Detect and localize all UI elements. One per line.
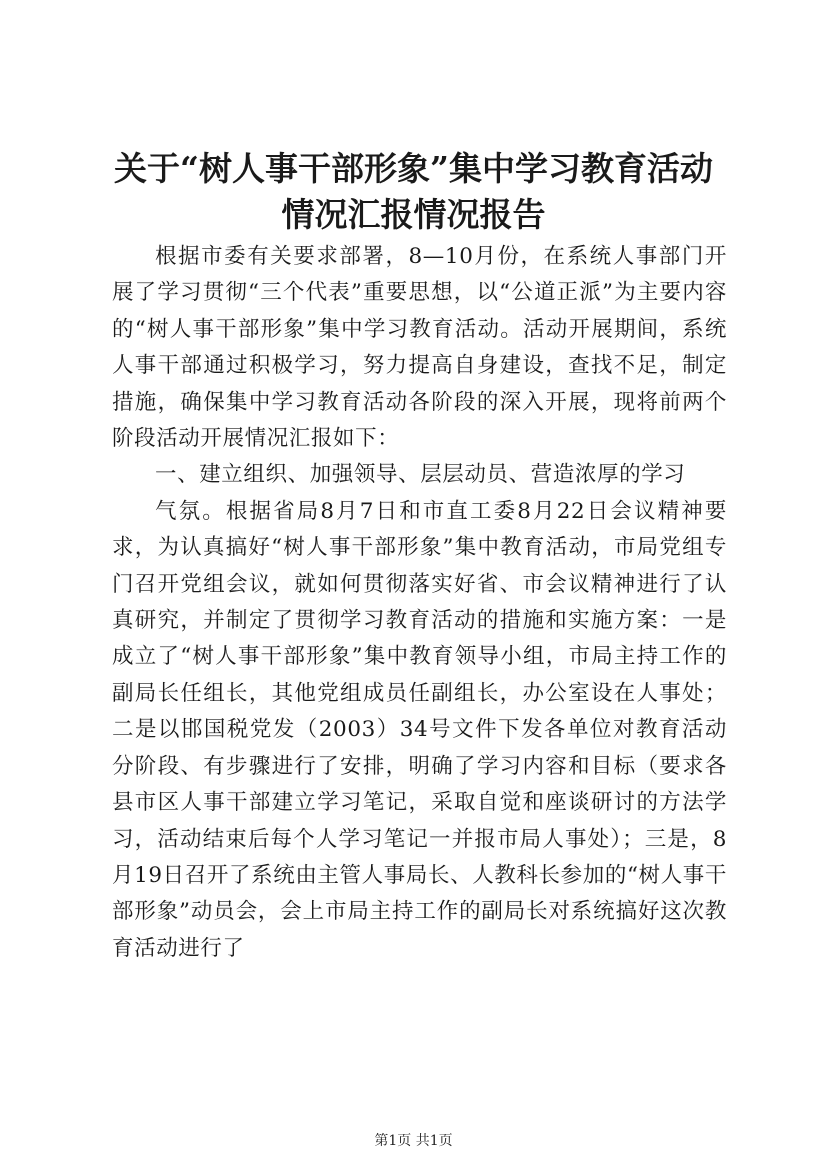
page-footer: 第1页 共1页 xyxy=(374,1133,453,1149)
section-heading-1: 一、建立组织、加强领导、层层动员、营造浓厚的学习 xyxy=(155,462,686,488)
document-title: 关于“树人事干部形象”集中学习教育活动情况汇报情况报告 xyxy=(114,149,713,234)
paragraph-intro: 根据市委有关要求部署，8—10月份，在系统人事部门开展了学习贯彻“三个代表”重要思想，以“公道正派”为主要内容的“树人事干部形象”集中学习教育活动。活动开展期间，系统人事干部通过积极学习，努力提高自身建设，查找不足，制定措施，确保集中学习教育活动各阶段的深入开展，现将前两个阶段活动开展情况汇报如下： xyxy=(112,244,727,452)
paragraph-section-1: 气氛。根据省局8月7日和市直工委8月22日会议精神要求，为认真搞好“树人事干部形象”集中教育活动，市局党组专门召开党组会议，就如何贯彻落实好省、市会议精神进行了认真研究，并制定了贯彻学习教育活动的措施和实施方案：一是成立了“树人事干部形象”集中教育领导小组，市局主持工作的副局长任组长，其他党组成员任副组长，办公室设在人事处；二是以邯国税党发（2003）34号文件下发各单位对教育活动分阶段、有步骤进行了安排，明确了学习内容和目标（要求各县市区人事干部建立学习笔记，采取自觉和座谈研讨的方法学习，活动结束后每个人学习笔记一并报市局人事处）；三是，8月19日召开了系统由主管人事局长、人教科长参加的“树人事干部形象”动员会，会上市局主持工作的副局长对系统搞好这次教育活动进行了 xyxy=(112,498,727,961)
document-body xyxy=(112,239,727,967)
